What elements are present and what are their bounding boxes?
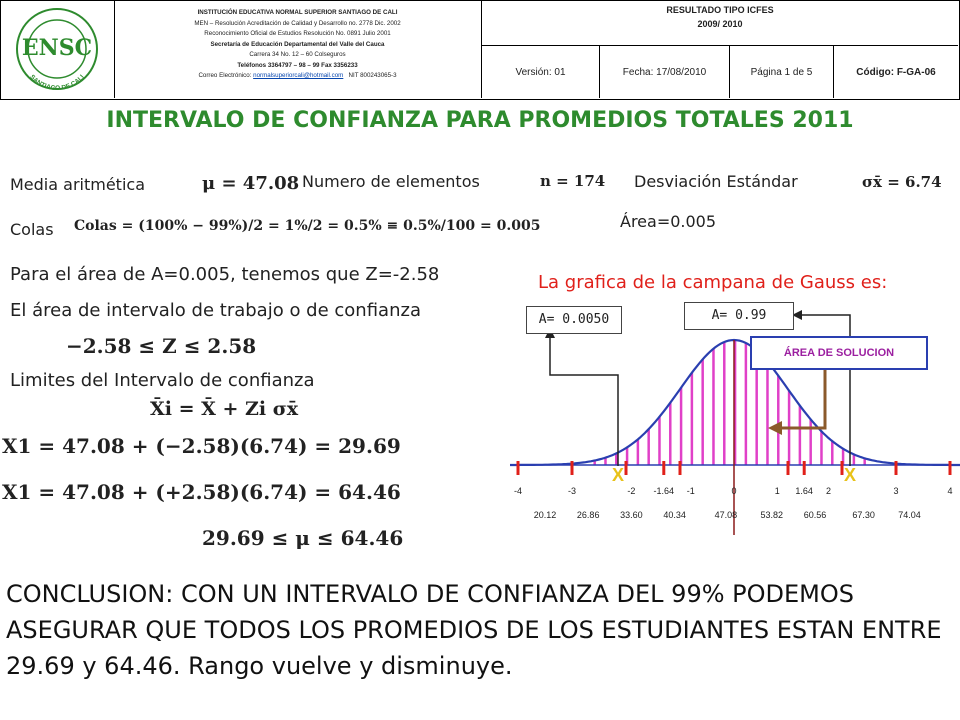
email-prefix: Correo Electrónico: [198,72,254,79]
accreditation-line: MEN – Resolución Acreditación de Calidad y Desarrollo no. 2778 Dic. 2002 [194,19,401,27]
email-link[interactable]: normalsuperiorcali@hotmail.com [253,72,344,79]
x-tick-label: 47.08 [714,510,738,520]
page-cell: Página 1 de 5 [730,46,834,98]
x-tick-labels [534,510,921,520]
x-tick-label: 26.86 [576,510,600,520]
area-label: Área=0.005 [620,212,717,231]
z-tick-label: -3 [567,486,577,496]
page-title: INTERVALO DE CONFIANZA PARA PROMEDIOS TOTALES 2011 [106,108,854,133]
x-tick-label: 20.12 [533,510,557,520]
area-box-tail: A= 0.0050 [526,306,622,334]
limites-text: Limites del Intervalo de confianza [10,370,315,391]
result-year: 2009/ 2010 [697,19,743,29]
media-label: Media aritmética [10,175,145,194]
solution-arrow [778,368,825,428]
xi-formula: X̄i = X̄ + Zi σx̄ [150,398,299,420]
left-limit-marker: X [611,465,625,485]
right-limit-marker: X [843,465,857,485]
address-line: Carrera 34 No. 12 – 60 Colseguros [249,51,346,58]
arrow-to-a1 [550,336,618,466]
secretary-line: Secretaría de Educación Departamental del Valle del Cauca [210,40,385,48]
para-text: Para el área de A=0.005, tenemos que Z=-2.58 [10,264,440,285]
conclusion-text: CONCLUSION: CON UN INTERVALO DE CONFIANZA DEL 99% PODEMOS ASEGURAR QUE TODOS LOS PROMEDIOS DE LOS ESTUDIANTES ESTAN ENTRE 29.69 y 64.46. Rango vuelve y disminuye. [6,580,942,680]
colas-label: Colas [10,220,54,239]
desv-label: Desviación Estándar [634,172,798,191]
logo-cell [0,0,115,98]
z-tick-label: 3 [893,486,899,496]
result-title-cell [482,0,958,46]
institution-info [114,0,482,98]
date-cell: Fecha: 17/08/2010 [600,46,730,98]
arrowhead-solution [768,421,782,435]
gauss-label: La grafica de la campana de Gauss es: [538,272,888,293]
z-tick-label: 1.64 [795,486,813,496]
media-value: μ = 47.08 [202,173,300,194]
z-tick-labels [514,486,953,496]
x-tick-label: 60.56 [803,510,827,520]
x-tick-label: 53.82 [760,510,784,520]
school-logo [0,0,114,98]
svg-text:SANTIAGO DE CALI [28,74,86,92]
result-title: RESULTADO TIPO ICFES [666,5,774,15]
intervalo-text: El área de intervalo de trabajo o de confianza [10,300,421,321]
n-value: n = 174 [540,172,606,190]
z-tick-label: -2 [627,486,636,496]
phone-line: Teléfonos 3364797 – 98 – 99 Fax 3356233 [237,61,358,69]
x2-formula: X1 = 47.08 + (+2.58)(6.74) = 64.46 [2,480,401,504]
area-box-confidence: A= 0.99 [684,302,794,330]
colas-formula: Colas = (100% − 99%)/2 = 1%/2 = 0.5% ≡ 0.5%/100 = 0.005 [74,218,541,234]
z-tick-label: -4 [513,486,523,496]
logo-letters: ENSC [21,35,93,61]
solution-area-box: ÁREA DE SOLUCION [750,336,928,370]
x-tick-label: 74.04 [898,510,921,520]
recognition-line: Reconocimiento Oficial de Estudios Resolución No. 0891 Julio 2001 [204,30,391,37]
code-cell: Código: F-GA-06 [856,66,936,78]
z-tick-label: -1 [686,486,695,496]
z-tick-label: 0 [731,486,737,496]
email-line [114,71,481,82]
x-tick-label: 33.60 [620,510,643,520]
version-cell: Versión: 01 [482,46,600,98]
z-tick-label: -1.64 [653,486,675,496]
mu-range: 29.69 ≤ μ ≤ 64.46 [202,526,404,550]
nit-text: NIT 800243065-3 [348,72,397,79]
x-tick-label: 67.30 [852,510,875,520]
x1-formula: X1 = 47.08 + (−2.58)(6.74) = 29.69 [2,434,401,458]
n-label: Numero de elementos [302,172,480,191]
desv-value: σx̄ = 6.74 [862,173,942,191]
z-range: −2.58 ≤ Z ≤ 2.58 [66,334,257,358]
z-tick-label: 2 [825,486,832,496]
z-tick-label: 1 [774,486,780,496]
z-tick-label: 4 [947,486,953,496]
x-tick-label: 40.34 [663,510,686,520]
logo-ring-text: SANTIAGO DE CALI [28,73,86,93]
institution-name: INSTITUCIÓN EDUCATIVA NORMAL SUPERIOR SANTIAGO DE CALI [197,9,398,16]
